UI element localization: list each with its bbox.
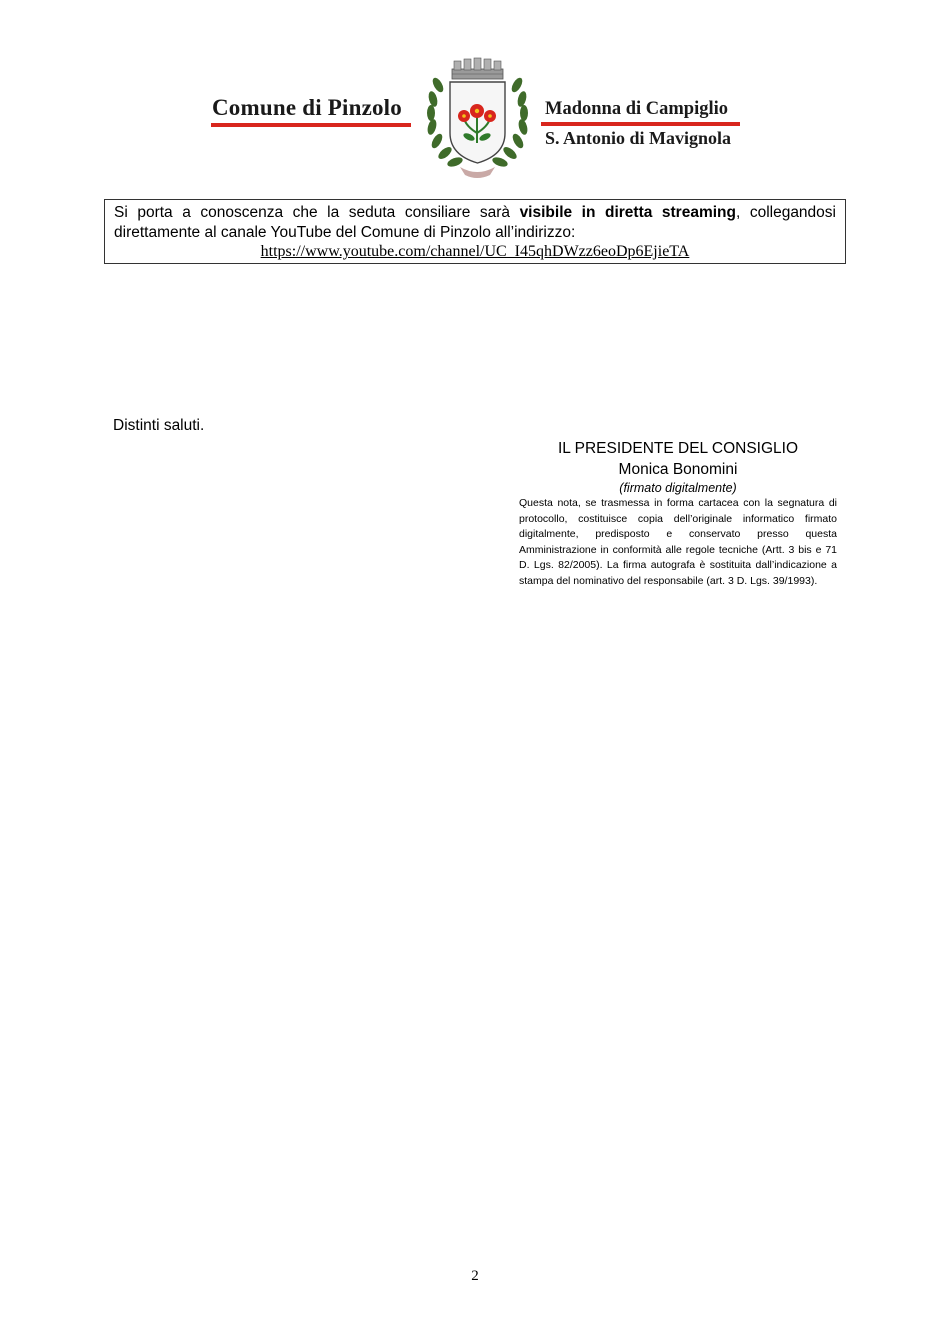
notice-text-after: , collegandosi direttamente al canale YouTube del Comune di Pinzolo all’indirizzo: — [114, 204, 836, 241]
streaming-notice-box — [104, 199, 846, 264]
streaming-notice-text — [114, 203, 836, 243]
red-rule-left — [211, 123, 411, 127]
red-rule-right — [541, 122, 740, 126]
page-number: 2 — [471, 1268, 479, 1284]
letterhead — [0, 55, 950, 180]
municipality-name: Comune di Pinzolo — [212, 95, 402, 120]
locality-name-2: S. Antonio di Mavignola — [545, 128, 732, 148]
legal-disclaimer: Questa nota, se trasmessa in forma cartacea con la segnatura di protocollo, costituisce copia dell’originale informatico firmato digitalmente, predisposto e conservato presso questa Amministrazione in conformità alle regole tecniche (Artt. 3 bis e 71 D. Lgs. 82/2005). La firma autografa è sostituita dall’indicazione a stampa del nominativo del responsabile (art. 3 D. Lgs. 39/1993). — [519, 497, 837, 587]
signatory-role: IL PRESIDENTE DEL CONSIGLIO — [557, 440, 799, 457]
notice-text-bold: visibile in diretta streaming — [519, 204, 736, 221]
youtube-channel-link[interactable]: https://www.youtube.com/channel/UC_I45qhDWzz6eoDp6EjieTA — [260, 243, 690, 260]
signatory-name: Monica Bonomini — [618, 461, 738, 478]
notice-text-before: Si porta a conoscenza che la seduta consiliare sarà — [114, 204, 520, 221]
digital-signature-note: (firmato digitalmente) — [619, 481, 737, 495]
coat-of-arms-icon — [420, 55, 535, 180]
closing-greeting: Distinti saluti. — [113, 417, 205, 434]
signature-block — [519, 438, 837, 590]
locality-name-1: Madonna di Campiglio — [545, 99, 728, 119]
